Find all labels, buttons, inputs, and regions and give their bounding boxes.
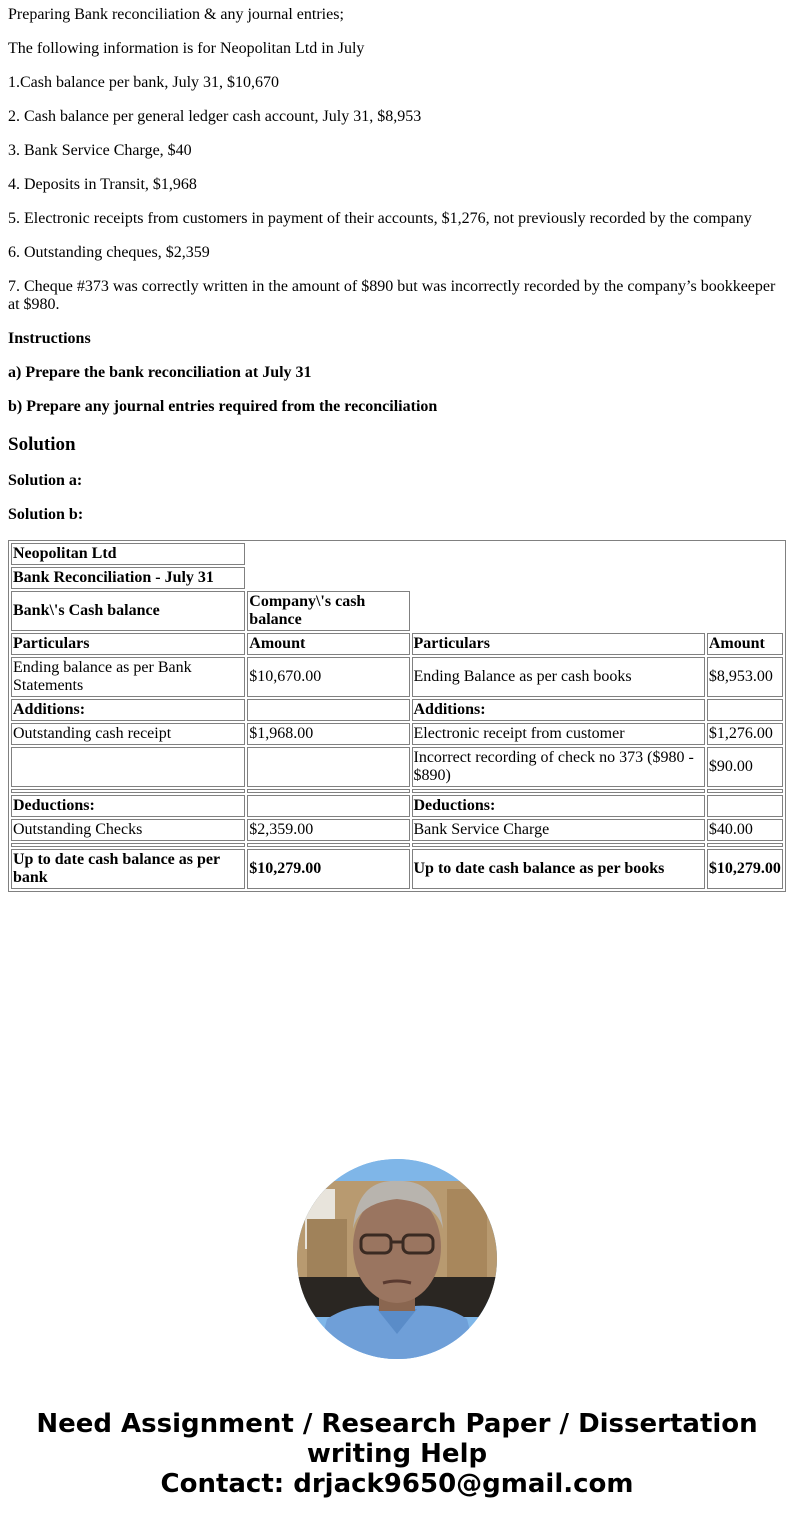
- separator-row: [11, 789, 783, 793]
- separator-row: [11, 843, 783, 847]
- bank-header-cell: Bank\'s Cash balance: [11, 591, 245, 631]
- question-item-6: 6. Outstanding cheques, $2,359: [8, 244, 210, 261]
- table-row: [11, 657, 783, 697]
- reconciliation-table: [8, 540, 786, 892]
- solution-heading: Solution: [8, 434, 76, 455]
- books-particulars-header: Particulars: [412, 633, 705, 655]
- bank-deductions-label: Deductions:: [11, 795, 245, 817]
- books-addition-2-label: Incorrect recording of check no 373 ($980 - $890): [412, 747, 705, 787]
- promo-contact: Contact: drjack9650@gmail.com: [160, 1469, 634, 1499]
- books-deduction-1-amount: $40.00: [707, 819, 783, 841]
- total-row: [11, 849, 783, 889]
- table-row: [11, 723, 783, 745]
- books-addition-2-amount: $90.00: [707, 747, 783, 787]
- bank-particulars-header: Particulars: [11, 633, 245, 655]
- tutor-photo-icon: [297, 1159, 497, 1359]
- bank-addition-2-amount: [247, 747, 409, 787]
- bank-total-amount: $10,279.00: [247, 849, 409, 889]
- books-additions-amount: [707, 699, 783, 721]
- question-item-1: 1.Cash balance per bank, July 31, $10,670: [8, 74, 280, 91]
- bank-deductions-amount: [247, 795, 409, 817]
- bank-deduction-1-amount: $2,359.00: [247, 819, 409, 841]
- books-additions-label: Additions:: [412, 699, 705, 721]
- promo-line-2: writing Help: [306, 1439, 488, 1469]
- question-intro: The following information is for Neopolitan Ltd in July: [8, 40, 365, 57]
- books-deductions-label: Deductions:: [412, 795, 705, 817]
- recon-title-cell: Bank Reconciliation - July 31: [11, 567, 245, 589]
- promo-banner: [0, 1409, 794, 1499]
- table-row: [11, 591, 783, 631]
- table-row: [11, 543, 783, 565]
- bank-total-label: Up to date cash balance as per bank: [11, 849, 245, 889]
- table-row: [11, 747, 783, 787]
- instruction-b: b) Prepare any journal entries required from the reconciliation: [8, 398, 438, 415]
- bank-deduction-1-label: Outstanding Checks: [11, 819, 245, 841]
- solution-b-label: Solution b:: [8, 506, 84, 523]
- instructions-heading: Instructions: [8, 330, 91, 347]
- question-title: Preparing Bank reconciliation & any journal entries;: [8, 6, 344, 23]
- bank-addition-1-label: Outstanding cash receipt: [11, 723, 245, 745]
- question-item-5: 5. Electronic receipts from customers in payment of their accounts, $1,276, not previously recorded by the company: [8, 210, 752, 227]
- promo-line-1: Need Assignment / Research Paper / Dissertation: [36, 1409, 758, 1439]
- books-ending-amount: $8,953.00: [707, 657, 783, 697]
- question-item-2: 2. Cash balance per general ledger cash account, July 31, $8,953: [8, 108, 422, 125]
- bank-ending-label: Ending balance as per Bank Statements: [11, 657, 245, 697]
- company-header-cell: Company\'s cash balance: [247, 591, 409, 631]
- avatar: [297, 1159, 497, 1359]
- table-header-row: [11, 633, 783, 655]
- bank-ending-amount: $10,670.00: [247, 657, 409, 697]
- company-name-cell: Neopolitan Ltd: [11, 543, 245, 565]
- books-ending-label: Ending Balance as per cash books: [412, 657, 705, 697]
- question-item-7: 7. Cheque #373 was correctly written in the amount of $890 but was incorrectly recorded by the company’s bookkeeper at $980.: [8, 278, 776, 313]
- instruction-a: a) Prepare the bank reconciliation at July 31: [8, 364, 312, 381]
- table-row: [11, 795, 783, 817]
- books-addition-1-label: Electronic receipt from customer: [412, 723, 705, 745]
- question-item-4: 4. Deposits in Transit, $1,968: [8, 176, 197, 193]
- bank-additions-amount: [247, 699, 409, 721]
- table-row: [11, 699, 783, 721]
- bank-additions-label: Additions:: [11, 699, 245, 721]
- books-addition-1-amount: $1,276.00: [707, 723, 783, 745]
- question-item-3: 3. Bank Service Charge, $40: [8, 142, 192, 159]
- books-total-label: Up to date cash balance as per books: [412, 849, 705, 889]
- solution-a-label: Solution a:: [8, 472, 83, 489]
- books-amount-header: Amount: [707, 633, 783, 655]
- books-deductions-amount: [707, 795, 783, 817]
- bank-amount-header: Amount: [247, 633, 409, 655]
- books-total-amount: $10,279.00: [707, 849, 783, 889]
- table-row: [11, 819, 783, 841]
- bank-addition-2-label: [11, 747, 245, 787]
- table-row: [11, 567, 783, 589]
- books-deduction-1-label: Bank Service Charge: [412, 819, 705, 841]
- bank-addition-1-amount: $1,968.00: [247, 723, 409, 745]
- document-body: [0, 6, 794, 892]
